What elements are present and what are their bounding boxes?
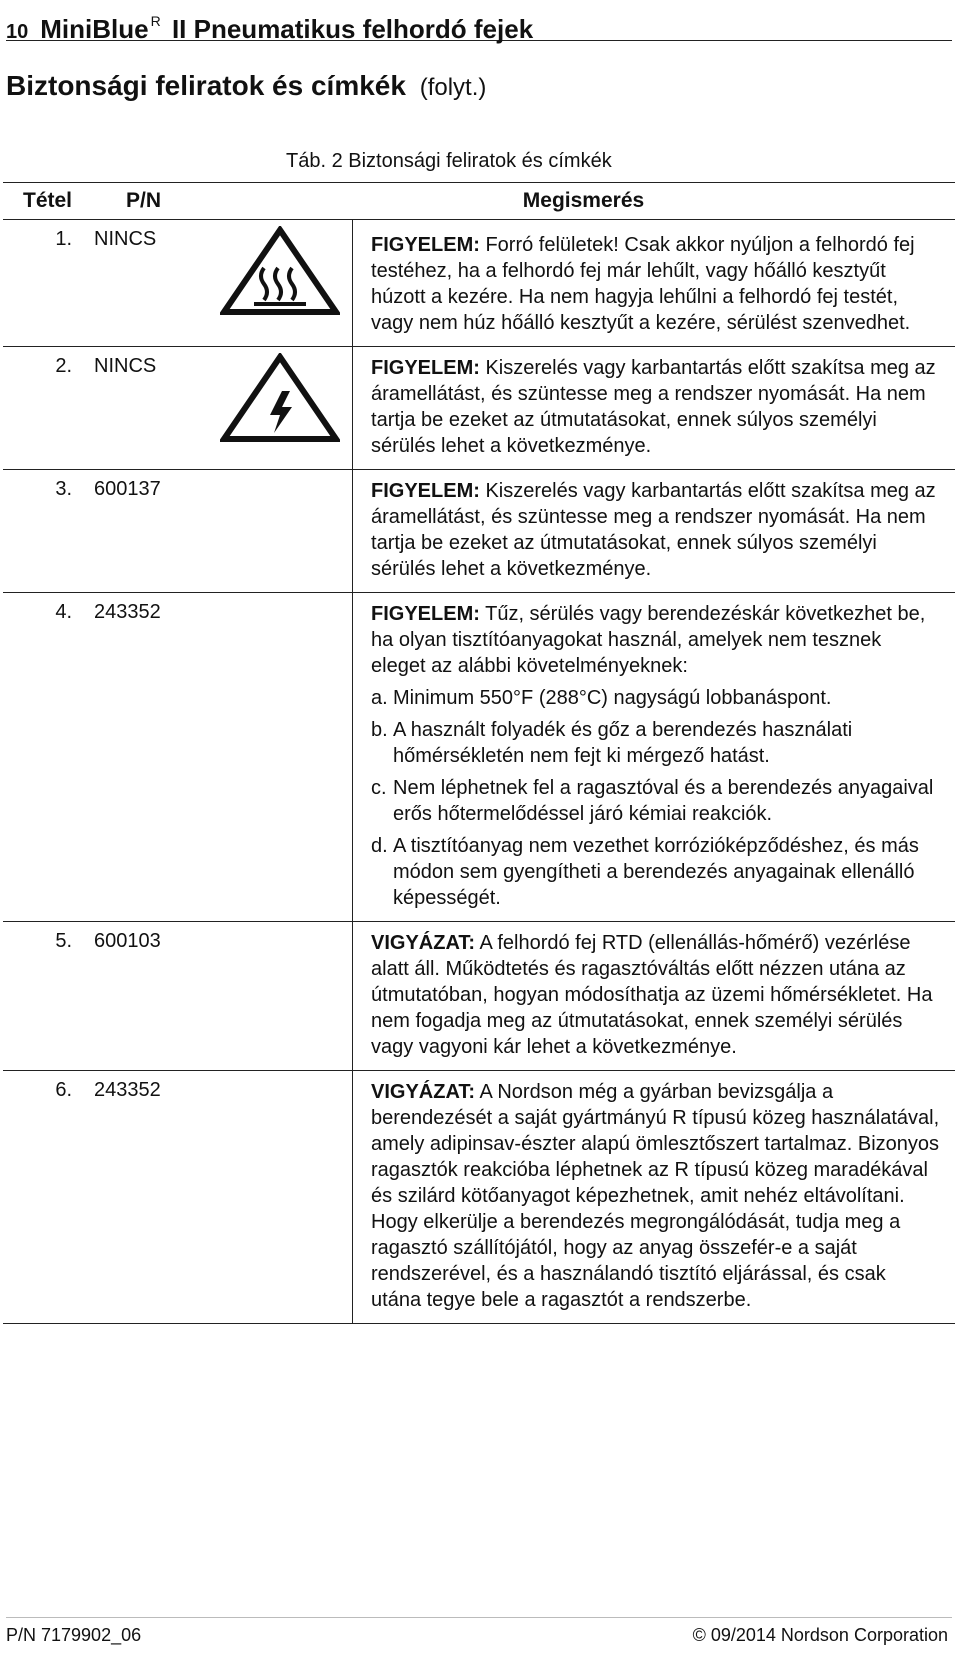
row-description	[353, 220, 955, 347]
registered-mark: R	[150, 13, 161, 29]
requirement-text: Minimum 550°F (288°C) nagyságú lobbanáspont.	[393, 687, 832, 709]
document-title-brand: MiniBlue	[40, 14, 149, 44]
warning-label: FIGYELEM:	[371, 603, 480, 625]
row-description	[353, 470, 955, 593]
requirement-text: Nem léphetnek fel a ragasztóval és a berendezés anyagaival erős hőtermelődéssel járó kémiai reakciók.	[393, 777, 934, 825]
warning-label: FIGYELEM:	[371, 480, 480, 502]
row-number: 3.	[3, 470, 72, 593]
footer-copyright: © 09/2014 Nordson Corporation	[692, 1625, 948, 1645]
document-title-rest: II Pneumatikus felhordó fejek	[171, 14, 534, 44]
document-title	[40, 2, 533, 48]
section-title-text: Biztonsági feliratok és címkék	[6, 70, 406, 101]
section-continued: (folyt.)	[419, 74, 487, 101]
caution-text: A felhordó fej RTD (ellenállás-hőmérő) vezérlése alatt áll. Működtetés és ragasztóváltás előtt nézzen utána az útmutatóban, hogyan módosíthatja az üzemi hőmérsékletet. Ha nem fogadja meg az útmutatásokat, ennek személyi sérülés vagy vagyoni kár lehet a következménye.	[371, 932, 933, 1058]
row-description	[353, 1071, 955, 1324]
table-row	[3, 922, 955, 1071]
header-pn: P/N	[72, 183, 212, 220]
header-description: Megismerés	[212, 183, 955, 220]
page-header	[6, 2, 952, 44]
footer-divider	[6, 1617, 952, 1618]
row-number: 4.	[3, 593, 72, 922]
table-row	[3, 1071, 955, 1324]
row-pn: NINCS	[72, 220, 212, 347]
table-row	[3, 593, 955, 922]
warning-label: FIGYELEM:	[371, 357, 480, 379]
row-description	[353, 347, 955, 470]
row-pn: 243352	[72, 593, 212, 922]
row-number: 1.	[3, 220, 72, 347]
requirement-item	[371, 685, 941, 711]
safety-labels-table	[3, 182, 955, 1324]
requirement-item	[371, 717, 941, 769]
row-pn: 600137	[72, 470, 212, 593]
electrical-hazard-warning-icon	[220, 353, 340, 443]
row-pn: 600103	[72, 922, 212, 1071]
requirement-item	[371, 833, 941, 911]
warning-text: Kiszerelés vagy karbantartás előtt szakítsa meg az áramellátást, és szüntesse meg a rendszer nyomását. Ha nem tartja be ezeket az útmutatásokat, ennek súlyos személyi sérülés lehet a következménye.	[371, 357, 936, 457]
warning-text: Kiszerelés vagy karbantartás előtt szakítsa meg az áramellátást, és szüntesse meg a rendszer nyomását. Ha nem tartja be ezeket az útmutatásokat, ennek súlyos személyi sérülés lehet a következménye.	[371, 480, 936, 580]
footer-part-number: P/N 7179902_06	[6, 1625, 142, 1645]
table-header-row	[3, 183, 955, 220]
table-caption: Táb. 2 Biztonsági feliratok és címkék	[286, 150, 612, 172]
requirement-text: A használt folyadék és gőz a berendezés használati hőmérsékletén nem fejt ki mérgező hatást.	[393, 719, 853, 767]
table-row	[3, 347, 955, 470]
requirement-letter: b.	[371, 719, 388, 741]
row-pn: 243352	[72, 1071, 212, 1324]
header-item: Tétel	[3, 183, 72, 220]
section-title	[6, 70, 486, 102]
row-description	[353, 922, 955, 1071]
row-number: 5.	[3, 922, 72, 1071]
hot-surface-warning-icon	[220, 226, 340, 316]
requirement-text: A tisztítóanyag nem vezethet korrózióképződéshez, és más módon sem gyengítheti a berendezés anyagainak ellenálló képességét.	[393, 835, 919, 909]
requirement-letter: a.	[371, 687, 388, 709]
requirement-letter: c.	[371, 777, 387, 799]
row-pn: NINCS	[72, 347, 212, 470]
caution-text: A Nordson még a gyárban bevizsgálja a berendezését a saját gyártmányú R típusú közeg használatával, amely adipinsav-észter alapú ömlesztőszert tartalmaz. Bizonyos ragasztók reakcióba léphetnek az R típusú közeg maradékával és szilárd kötőanyagot képezhetnek, amit nehéz eltávolítani. Hogy elkerülje a berendezés megrongálódását, tudja meg a ragasztó szállítójától, hogy az anyag összefér-e a saját rendszerével, és a használandó tisztító eljárással, és csak utána tegye bele a ragasztót a rendszerbe.	[371, 1081, 940, 1311]
requirement-item	[371, 775, 941, 827]
row-description	[353, 593, 955, 922]
table-row	[3, 470, 955, 593]
warning-text: Tűz, sérülés vagy berendezéskár következhet be, ha olyan tisztítóanyagokat használ, amelyek nem tesznek eleget az alábbi követelményeknek:	[371, 603, 926, 677]
warning-text: Forró felületek! Csak akkor nyúljon a felhordó fej testéhez, ha a felhordó fej már lehűlt, vagy hőálló kesztyűt húzott a kezére. Ha nem hagyja lehűlni a felhordó fej testét, vagy nem húz hőálló kesztyűt a kezére, sérülést szenvedhet.	[371, 234, 915, 334]
caution-label: VIGYÁZAT:	[371, 932, 476, 954]
warning-label: FIGYELEM:	[371, 234, 480, 256]
row-number: 6.	[3, 1071, 72, 1324]
caution-label: VIGYÁZAT:	[371, 1081, 476, 1103]
requirement-letter: d.	[371, 835, 388, 857]
row-number: 2.	[3, 347, 72, 470]
table-row	[3, 220, 955, 347]
page-number: 10	[6, 21, 29, 43]
